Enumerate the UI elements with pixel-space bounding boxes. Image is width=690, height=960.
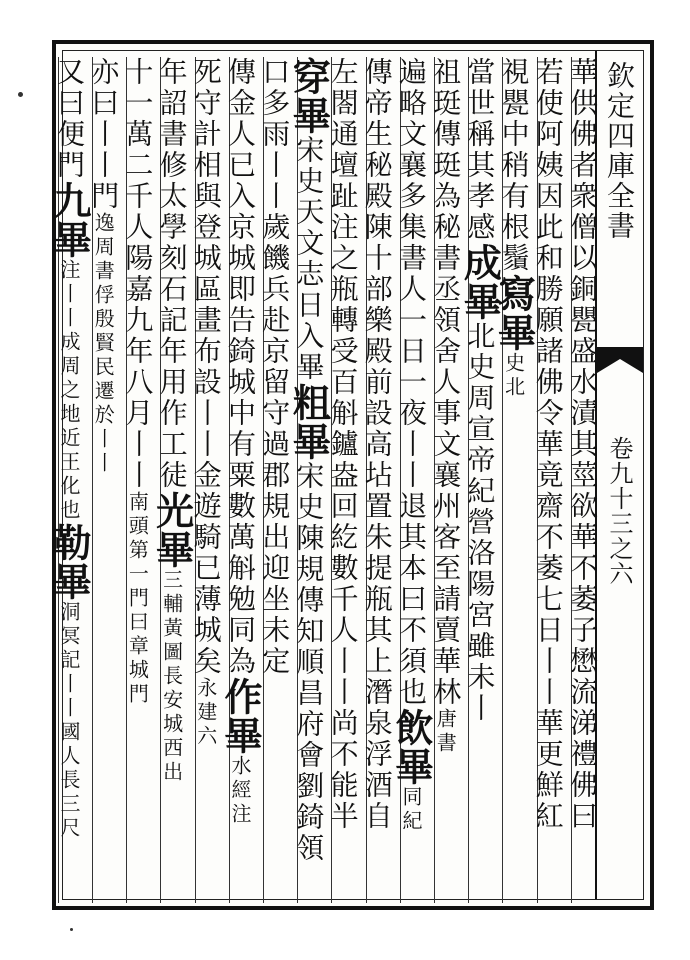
text-column (47, 57, 93, 903)
text-column (189, 57, 230, 903)
column-text: 十一萬二千人陽嘉九年八月丨丨 (121, 57, 155, 491)
annotation-text: 南頭第一門曰章城門 (125, 491, 150, 707)
column-text: 北史周宣帝紀營洛陽宮雖未丨 (463, 321, 497, 724)
column-text: 祖珽傳珽為秘書丞領舍人事文襄州客至請賣華林 (429, 57, 463, 708)
ink-speck (18, 92, 23, 97)
column-text: 亦曰丨丨門 (87, 57, 121, 212)
text-column (457, 57, 503, 903)
column-text: 遍略文襄多集書人一日一夜丨丨退其本曰不須也 (394, 57, 428, 708)
column-text: 死守計相與登城區畫布設丨丨金遊騎已薄城矣 (189, 57, 223, 677)
annotation-text: 三輔黃圖長安城西出 (159, 569, 184, 785)
column-text: 視甖中稍有根鬚 (497, 57, 531, 274)
column-text: 口多雨丨丨歲饑 (258, 57, 292, 274)
entry-headword: 飲畢 (388, 708, 434, 786)
juan-number: 卷九十三之六 (605, 436, 633, 586)
annotation-text: 永建六 (193, 677, 218, 749)
annotation-text: 注丨丨成周之地近王化也 (57, 259, 81, 523)
column-text: 華供佛者衆僧以銅甖盛水漬其莖欲華不萎子懋流涕禮佛曰 (565, 57, 599, 832)
column-text: 傳金人已入京城即告錡城中有粟數萬斛勉同為 (223, 57, 257, 677)
column-text: 當世稱其孝感 (463, 57, 497, 243)
text-block (47, 50, 644, 900)
annotation-text: 同紀 (398, 786, 423, 834)
entry-headword: 成畢 (457, 243, 503, 321)
annotation-text: 史北 (501, 352, 526, 400)
text-column (360, 57, 401, 903)
column-text: 年詔書修太學刻石記年用作工徒 (155, 57, 189, 491)
entry-headword: 作畢 (217, 677, 263, 755)
text-column (286, 57, 332, 903)
text-column (121, 57, 161, 903)
text-column (429, 57, 469, 903)
text-column (149, 57, 195, 903)
ink-speck (70, 928, 73, 931)
text-column (217, 57, 264, 903)
column-text: 宋史陳規傳知順昌府會劉錡領 (292, 461, 326, 864)
annotation-text: 水經注 (227, 755, 252, 827)
entry-headword: 穿畢 (286, 57, 332, 135)
text-column (491, 57, 537, 903)
column-text: 又曰便門 (53, 57, 86, 181)
text-column (565, 57, 606, 903)
entry-headword: 光畢 (149, 491, 195, 569)
annotation-text: 洞冥記丨丨國人長三尺 (57, 601, 81, 841)
page-frame (47, 40, 654, 910)
column-text: 左閤通壇趾注之瓶轉受百斛鑪盎回紇數千人丨丨尚不能半 (326, 57, 360, 832)
text-column (388, 57, 435, 903)
text-column (531, 57, 572, 903)
text-column (258, 57, 298, 903)
annotation-text: 唐書 (433, 708, 458, 756)
entry-headword: 粗畢 (286, 383, 332, 461)
text-column (87, 57, 127, 903)
entry-headword: 寫畢 (491, 274, 537, 352)
annotation-text: 逸周書俘殷賢民遷於丨丨 (91, 212, 116, 476)
column-text: 兵赴京留守過郡規出迎坐未定 (258, 274, 292, 677)
entry-headword: 九畢 (47, 181, 92, 259)
book-title: 欽定四庫全書 (603, 61, 636, 241)
column-text: 傳帝生秘殿陳十部樂殿前設高坫置朱提瓶其上潛泉浮酒自 (360, 57, 394, 832)
column-text: 若使阿姨因此和勝願諸佛令華竟齋不萎七日丨丨華更鮮紅 (531, 57, 565, 832)
entry-headword: 勒畢 (47, 523, 92, 601)
column-text: 宋史天文志日入畢 (292, 135, 326, 383)
text-column (326, 57, 366, 903)
